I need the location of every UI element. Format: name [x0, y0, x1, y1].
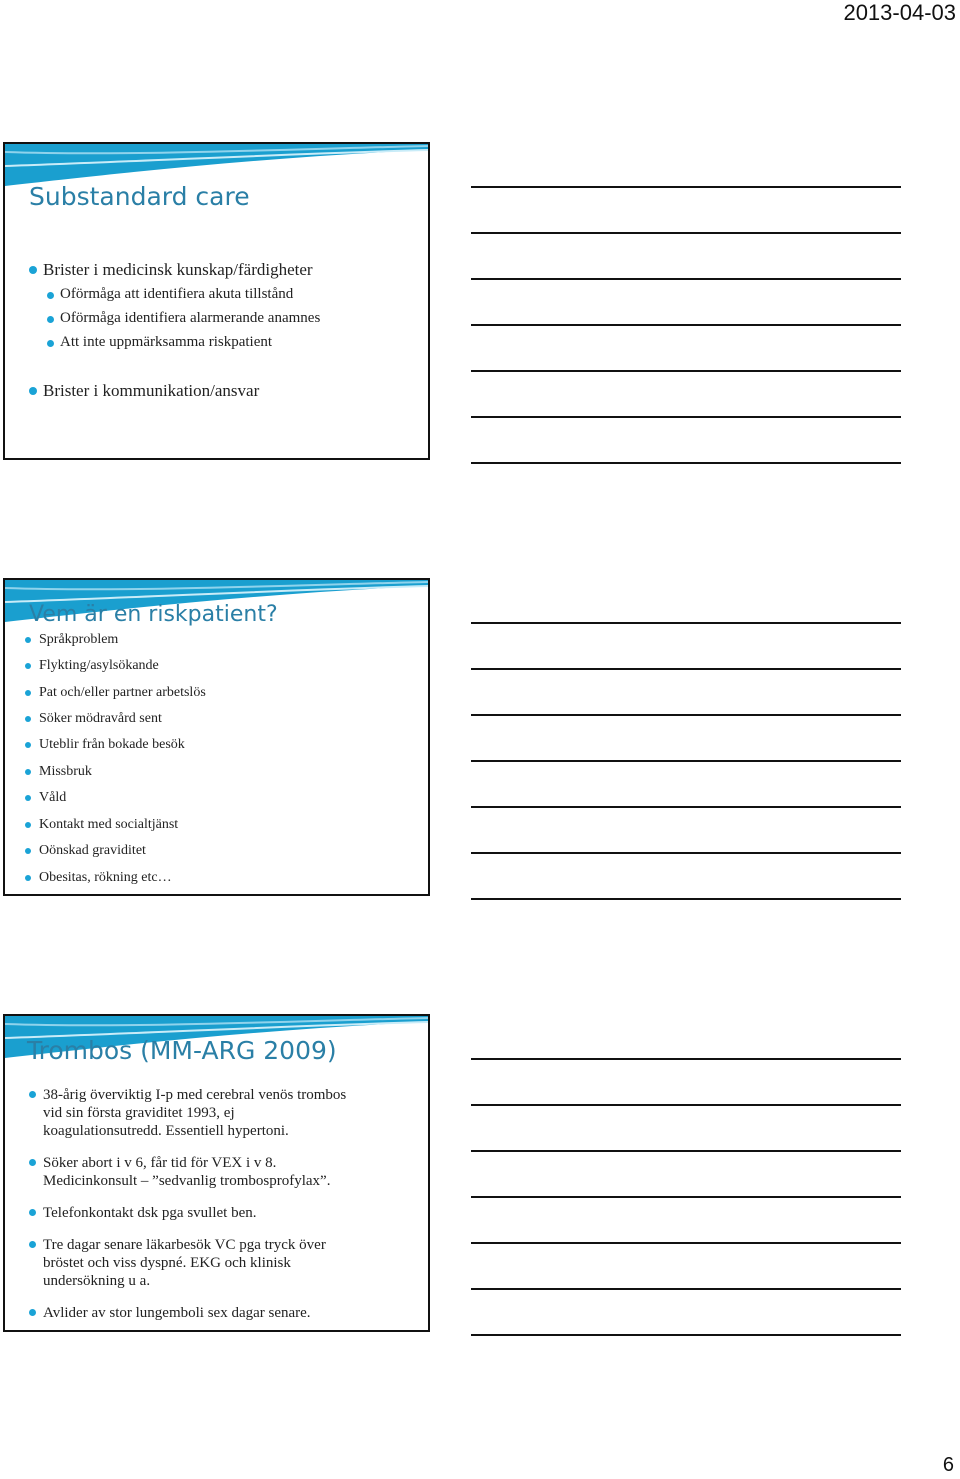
note-line	[471, 186, 901, 188]
note-line	[471, 1196, 901, 1198]
bullet-dot-icon	[47, 340, 54, 347]
bullet-dot-icon	[25, 848, 31, 854]
note-line	[471, 278, 901, 280]
note-line	[471, 416, 901, 418]
note-line	[471, 462, 901, 464]
bullet-dot-icon	[25, 822, 31, 828]
bullet-item: Pat och/eller partner arbetslös	[25, 685, 206, 701]
slide-1	[3, 142, 430, 460]
bullet-item: Missbruk	[25, 764, 92, 780]
bullet-dot-icon	[29, 1241, 36, 1248]
sub-bullet-item: Att inte uppmärksamma riskpatient	[47, 334, 272, 351]
slide-2	[3, 578, 430, 896]
bullet-dot-icon	[25, 875, 31, 881]
bullet-item: Uteblir från bokade besök	[25, 737, 185, 753]
note-line	[471, 324, 901, 326]
note-line	[471, 1150, 901, 1152]
note-line	[471, 668, 901, 670]
note-line	[471, 714, 901, 716]
slide-title: Trombos (MM-ARG 2009)	[27, 1036, 337, 1065]
note-line	[471, 1242, 901, 1244]
bullet-item: Språkproblem	[25, 632, 118, 648]
bullet-dot-icon	[25, 742, 31, 748]
page-number: 6	[942, 1454, 954, 1476]
note-line	[471, 622, 901, 624]
bullet-item: Brister i kommunikation/ansvar	[29, 381, 259, 401]
bullet-item: Oönskad graviditet	[25, 843, 146, 859]
slide-3	[3, 1014, 430, 1332]
bullet-item: Söker mödravård sent	[25, 711, 162, 727]
bullet-dot-icon	[25, 663, 31, 669]
note-line	[471, 370, 901, 372]
note-line	[471, 1288, 901, 1290]
bullet-dot-icon	[29, 1209, 36, 1216]
bullet-item: Avlider av stor lungemboli sex dagar senare.	[29, 1304, 311, 1322]
note-line	[471, 898, 901, 900]
bullet-item: Flykting/asylsökande	[25, 658, 159, 674]
sub-bullet-item: Oförmåga att identifiera akuta tillstånd	[47, 286, 293, 303]
bullet-dot-icon	[29, 266, 37, 274]
note-line	[471, 806, 901, 808]
sub-bullet-item: Oförmåga identifiera alarmerande anamnes	[47, 310, 320, 327]
bullet-dot-icon	[25, 637, 31, 643]
slide-title: Vem är en riskpatient?	[29, 602, 278, 627]
bullet-dot-icon	[29, 1309, 36, 1316]
bullet-item: Obesitas, rökning etc…	[25, 870, 172, 886]
note-line	[471, 760, 901, 762]
bullet-item: Kontakt med socialtjänst	[25, 817, 178, 833]
bullet-dot-icon	[29, 387, 37, 395]
slide-title: Substandard care	[29, 182, 250, 211]
note-line	[471, 1334, 901, 1336]
note-line	[471, 1058, 901, 1060]
bullet-dot-icon	[25, 690, 31, 696]
bullet-item: Tre dagar senare läkarbesök VC pga tryck över bröstet och viss dyspné. EKG och klinisk undersökning u a.	[29, 1236, 326, 1290]
bullet-dot-icon	[47, 316, 54, 323]
note-line	[471, 852, 901, 854]
note-line	[471, 232, 901, 234]
print-date: 2013-04-03	[843, 0, 956, 25]
bullet-item: Våld	[25, 790, 66, 806]
note-line	[471, 1104, 901, 1106]
bullet-item: Söker abort i v 6, får tid för VEX i v 8. Medicinkonsult – ”sedvanlig trombosprofylax”.	[29, 1154, 330, 1190]
bullet-item: 38-årig överviktig I-p med cerebral venös trombos vid sin första graviditet 1993, ej koagulationsutredd. Essentiell hypertoni.	[29, 1086, 346, 1140]
bullet-item: Brister i medicinsk kunskap/färdigheter	[29, 260, 313, 280]
bullet-dot-icon	[25, 769, 31, 775]
bullet-dot-icon	[47, 292, 54, 299]
bullet-dot-icon	[29, 1159, 36, 1166]
bullet-dot-icon	[29, 1091, 36, 1098]
bullet-dot-icon	[25, 795, 31, 801]
bullet-dot-icon	[25, 716, 31, 722]
bullet-item: Telefonkontakt dsk pga svullet ben.	[29, 1204, 257, 1222]
